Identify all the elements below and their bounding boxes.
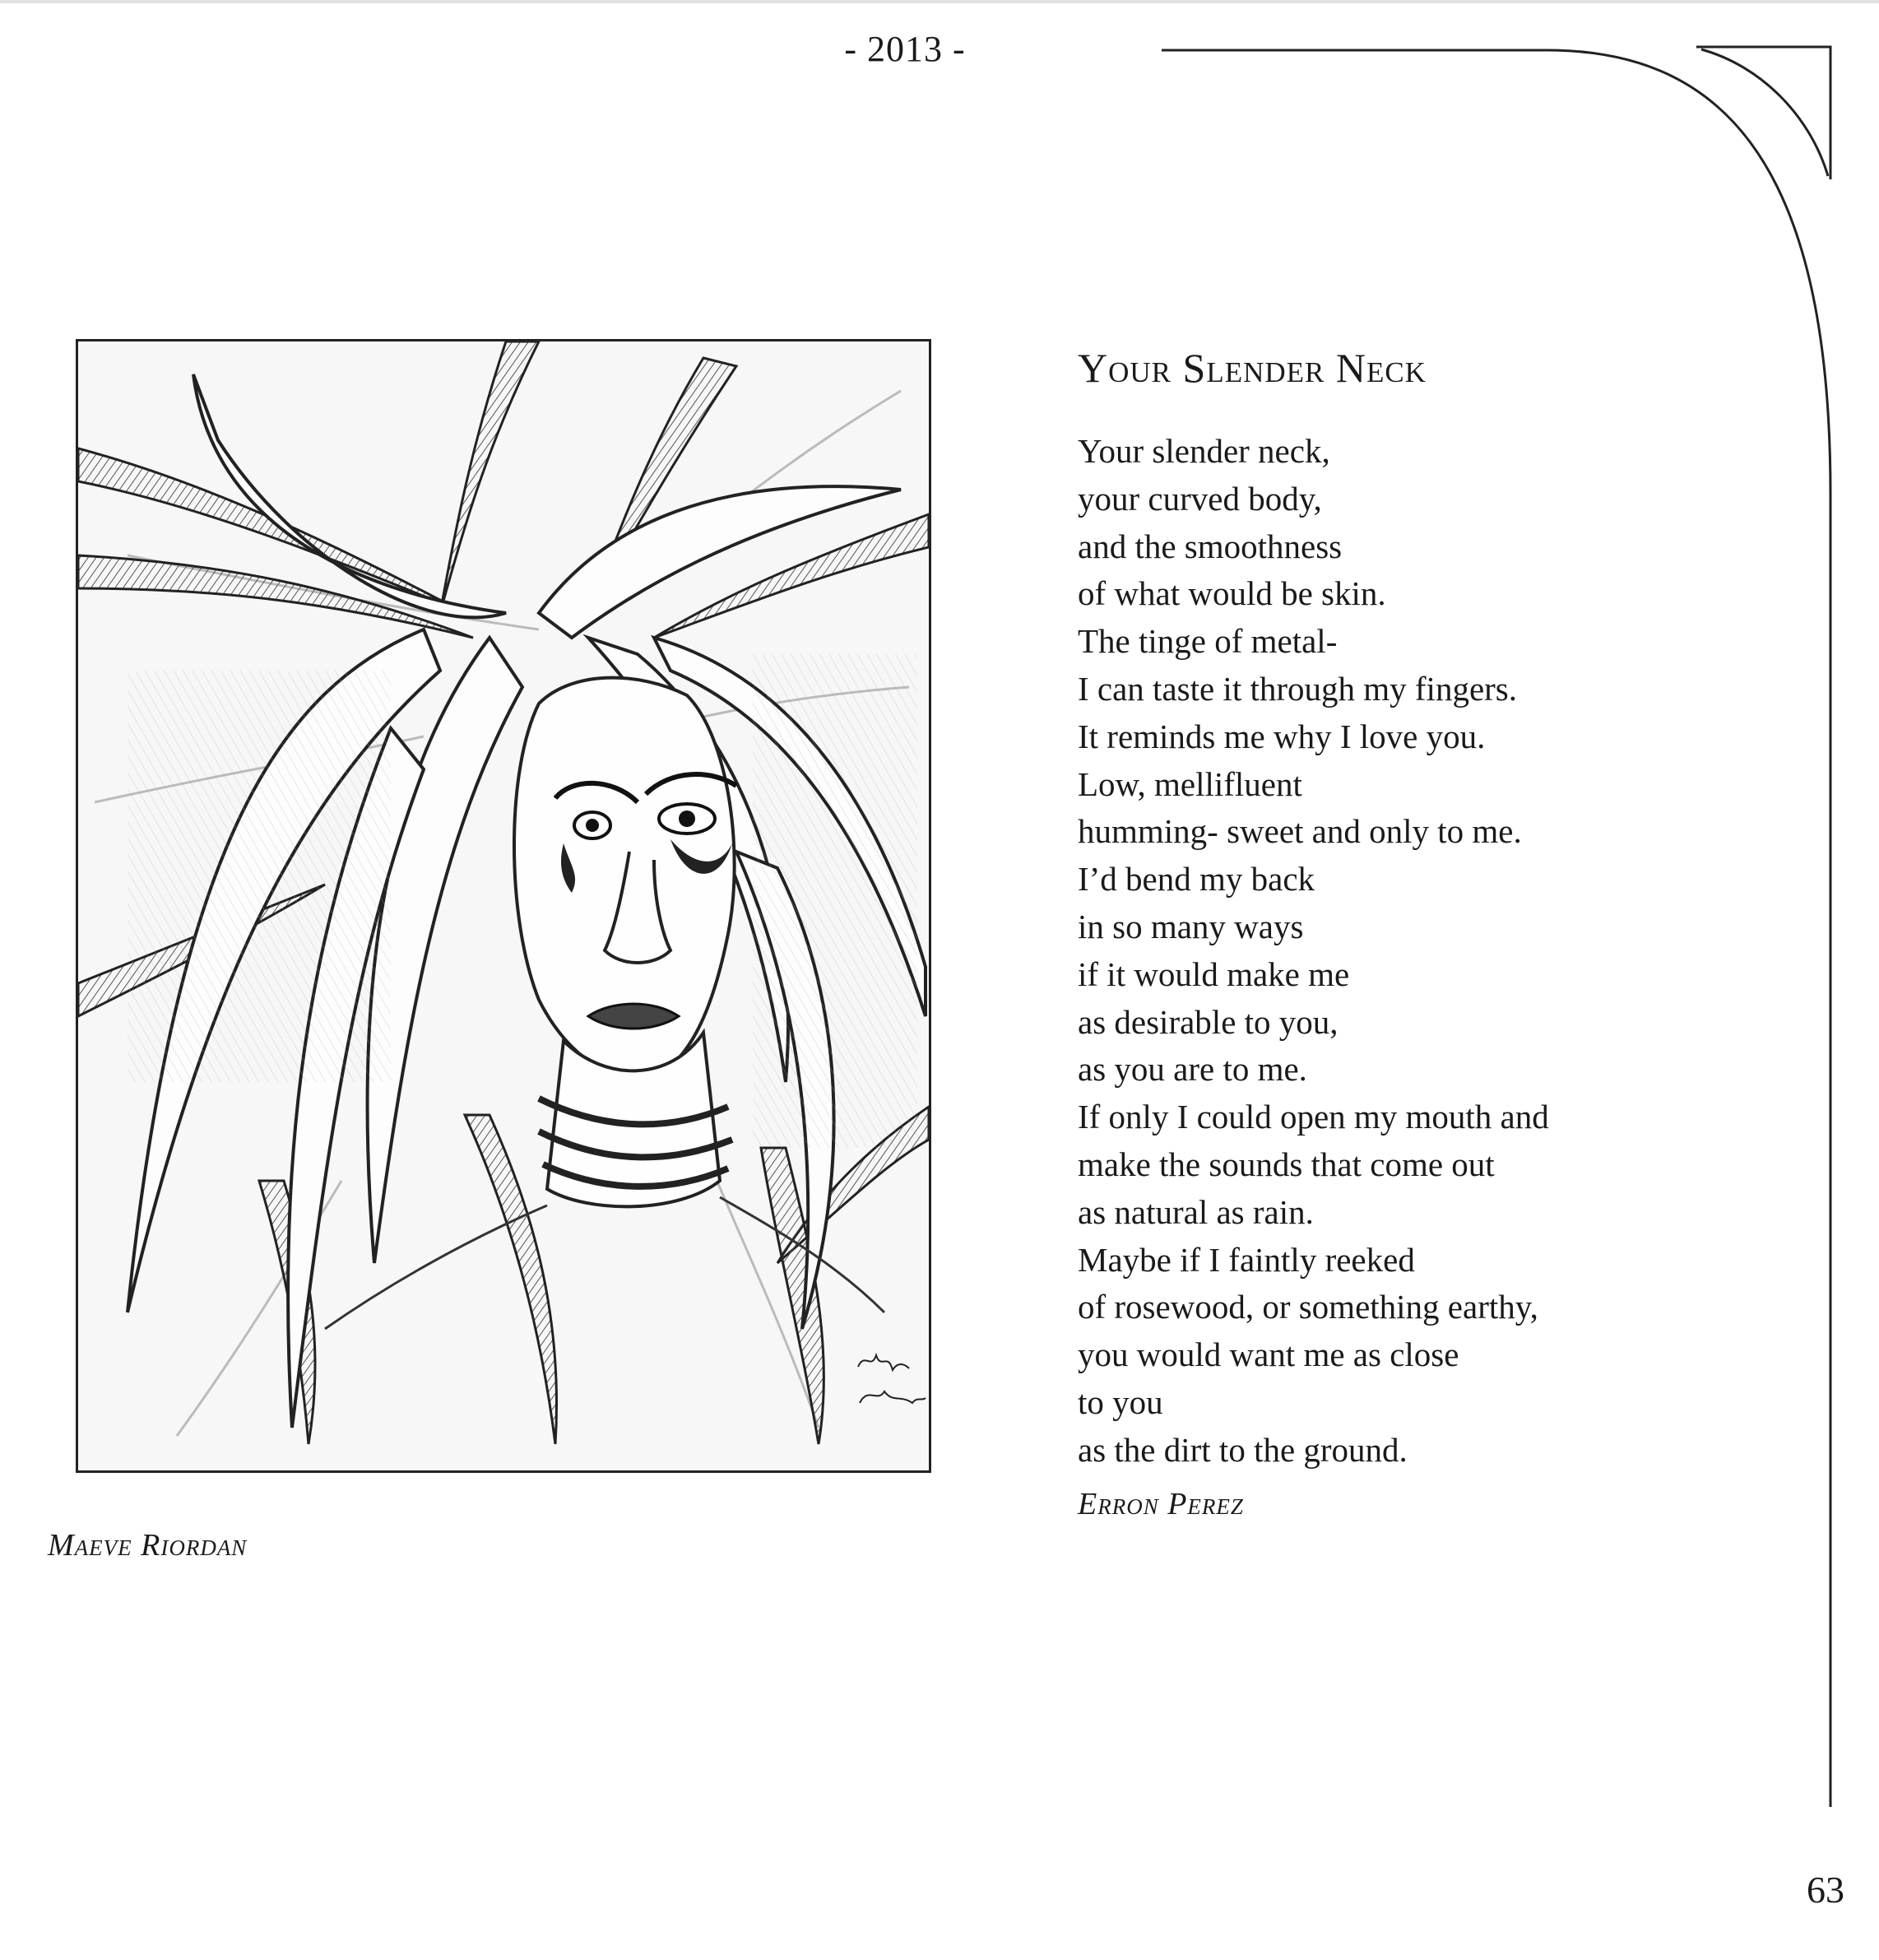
poem-title: Your Slender Neck xyxy=(1078,345,1427,391)
scan-top-edge xyxy=(0,0,1879,3)
poem-line: of what would be skin. xyxy=(1078,574,1386,613)
poem-line: of rosewood, or something earthy, xyxy=(1078,1288,1538,1326)
poem-line: your curved body, xyxy=(1078,479,1322,518)
poem-line: make the sounds that come out xyxy=(1078,1145,1495,1183)
poem-line: Low, mellifluent xyxy=(1078,764,1302,803)
poet-credit: Erron Perez xyxy=(1078,1486,1244,1521)
poem-lines xyxy=(1078,428,1703,1475)
woman-portrait-drawing xyxy=(78,341,929,1470)
artist-credit: Maeve Riordan xyxy=(48,1528,248,1563)
poem-line: It reminds me why I love you. xyxy=(1078,717,1486,755)
poem-line: and the smoothness xyxy=(1078,527,1343,565)
poem-line: as desirable to you, xyxy=(1078,1002,1338,1041)
poem-line: as the dirt to the ground. xyxy=(1078,1430,1408,1469)
poem-line: I can taste it through my fingers. xyxy=(1078,669,1518,708)
poem-line: you would want me as close xyxy=(1078,1335,1459,1374)
poem-line: if it would make me xyxy=(1078,954,1350,993)
page-header-year: - 2013 - xyxy=(844,29,966,69)
page-number: 63 xyxy=(1807,1869,1844,1911)
poem-line: humming- sweet and only to me. xyxy=(1078,812,1522,851)
poem-block xyxy=(1078,344,1703,1522)
poem-line: as natural as rain. xyxy=(1078,1192,1314,1231)
poem-line: to you xyxy=(1078,1382,1163,1421)
poem-line: I’d bend my back xyxy=(1078,860,1315,899)
artwork-illustration xyxy=(76,339,931,1473)
poem-line: in so many ways xyxy=(1078,907,1304,945)
poem-line: Maybe if I faintly reeked xyxy=(1078,1240,1415,1279)
poem-line: The tinge of metal- xyxy=(1078,622,1338,661)
poem-line: If only I could open my mouth and xyxy=(1078,1098,1549,1136)
poem-line: as you are to me. xyxy=(1078,1050,1307,1089)
poem-line: Your slender neck, xyxy=(1078,432,1330,470)
